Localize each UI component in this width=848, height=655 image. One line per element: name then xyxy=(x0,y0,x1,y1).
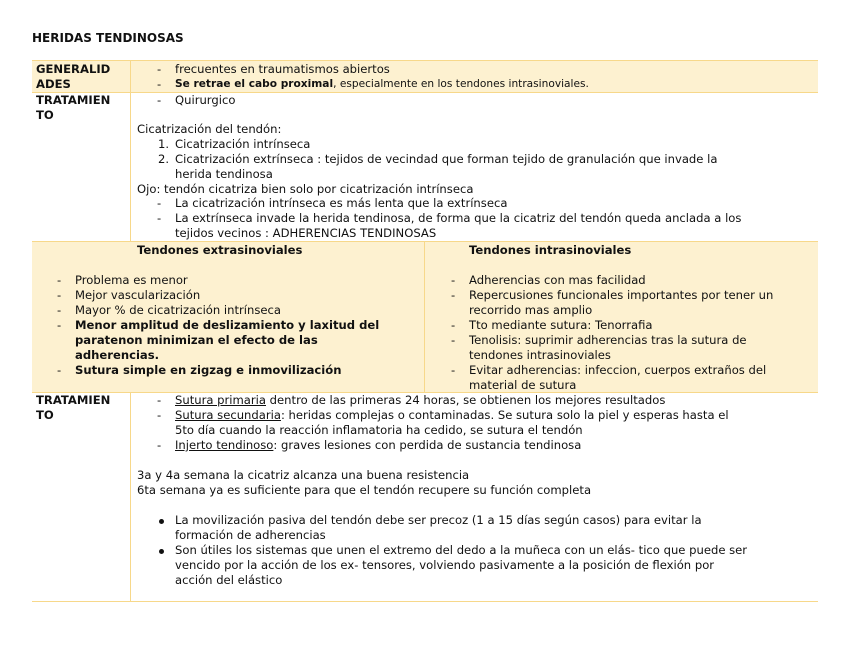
extrasinoviales-item: Menor amplitud de deslizamiento y laxitud del xyxy=(75,318,380,332)
list-number: 1. xyxy=(158,137,170,151)
item-text: : heridas complejas o contaminadas. Se sutura solo la piel y esperas hasta el xyxy=(280,408,729,422)
label-line: TO xyxy=(36,107,54,122)
list-dash: - xyxy=(451,318,456,332)
list-dash: - xyxy=(451,288,456,302)
list-dash: - xyxy=(157,93,162,107)
extrasinoviales-item-cont: paratenon minimizan el efecto de las xyxy=(75,333,318,347)
extrasinoviales-item-cont: adherencias. xyxy=(75,348,160,362)
list-dash: - xyxy=(157,438,162,452)
bullet-dot xyxy=(159,519,164,524)
bullet-dot xyxy=(159,549,164,554)
extrasinoviales-heading: Tendones extrasinoviales xyxy=(137,243,303,257)
sutura-secundaria-item xyxy=(175,408,729,423)
list-dash: - xyxy=(57,288,62,302)
item-text: dentro de las primeras 24 horas, se obtienen los mejores resultados xyxy=(266,393,666,407)
bullet-item: La movilización pasiva del tendón debe ser precoz (1 a 15 días según casos) para evitar la xyxy=(175,513,702,527)
bullet-item-cont: acción del elástico xyxy=(175,573,283,587)
generalidades-item: frecuentes en traumatismos abiertos xyxy=(175,62,390,76)
list-dash: - xyxy=(157,77,162,91)
bullet-item-cont: formación de adherencias xyxy=(175,528,326,542)
intrasinoviales-item-cont: tendones intrasinoviales xyxy=(469,348,611,362)
sutura-primaria-item xyxy=(175,393,665,408)
numbered-item-cont: herida tendinosa xyxy=(175,167,273,181)
page-title: HERIDAS TENDINOSAS xyxy=(32,31,184,45)
list-dash: - xyxy=(57,363,62,377)
tratamiento-item: Quirurgico xyxy=(175,93,236,107)
intrasinoviales-item-cont: material de sutura xyxy=(469,378,577,392)
row-divider xyxy=(32,92,818,93)
bold-text: Se retrae el cabo proximal xyxy=(175,78,334,90)
list-dash: - xyxy=(57,303,62,317)
extrasinoviales-item: Sutura simple en zigzag e inmovilización xyxy=(75,363,342,377)
tratamiento-label xyxy=(36,93,110,122)
extrasinoviales-item: Mayor % de cicatrización intrínseca xyxy=(75,303,282,317)
intrasinoviales-item: Repercusiones funcionales importantes por tener un xyxy=(469,288,774,302)
table-top-border xyxy=(32,60,818,61)
list-dash: - xyxy=(451,363,456,377)
list-dash: - xyxy=(57,318,62,332)
sutura-secundaria-cont: 5to día cuando la reacción inflamatoria ha cedido, se sutura el tendón xyxy=(175,423,583,437)
list-dash: - xyxy=(157,62,162,76)
underlined-term: Sutura secundaria xyxy=(175,408,281,422)
intrasinoviales-heading: Tendones intrasinoviales xyxy=(469,243,632,257)
list-dash: - xyxy=(451,273,456,287)
label-line: TRATAMIEN xyxy=(36,93,111,107)
label-column-divider xyxy=(130,60,131,241)
underlined-term: Injerto tendinoso xyxy=(175,438,274,452)
intrasinoviales-item: Evitar adherencias: infeccion, cuerpos extraños del xyxy=(469,363,767,377)
table-bottom-border xyxy=(32,601,818,602)
label-line: TO xyxy=(36,407,54,422)
ojo-item-cont: tejidos vecinos : ADHERENCIAS TENDINOSAS xyxy=(175,226,437,240)
list-number: 2. xyxy=(158,152,170,166)
intrasinoviales-item: Tenolisis: suprimir adherencias tras la sutura de xyxy=(469,333,747,347)
item-text: : graves lesiones con perdida de sustancia tendinosa xyxy=(273,438,582,452)
row-divider xyxy=(32,241,818,242)
extrasinoviales-item: Mejor vascularización xyxy=(75,288,201,302)
generalidades-label xyxy=(36,62,110,91)
ojo-item: La extrínseca invade la herida tendinosa, de forma que la cicatriz del tendón queda anclada a los xyxy=(175,211,742,225)
numbered-item: Cicatrización intrínseca xyxy=(175,137,311,151)
tendones-column-divider xyxy=(424,241,425,392)
tratamiento-label xyxy=(36,393,110,422)
generalidades-item xyxy=(175,77,589,92)
semana-note: 3a y 4a semana la cicatriz alcanza una buena resistencia xyxy=(137,468,470,482)
intrasinoviales-item: Tto mediante sutura: Tenorrafia xyxy=(469,318,653,332)
list-dash: - xyxy=(451,333,456,347)
list-dash: - xyxy=(157,408,162,422)
injerto-item xyxy=(175,438,581,453)
label-line: GENERALID xyxy=(36,62,111,76)
label-column-divider xyxy=(130,392,131,601)
label-line: TRATAMIEN xyxy=(36,393,111,407)
bullet-item: Son útiles los sistemas que unen el extremo del dedo a la muñeca con un elás- tico que puede ser xyxy=(175,543,748,557)
semana-note: 6ta semana ya es suficiente para que el tendón recupere su función completa xyxy=(137,483,592,497)
cicatrizacion-heading: Cicatrización del tendón: xyxy=(137,122,282,136)
item-text: , especialmente en los tendones intrasinoviales. xyxy=(333,78,589,90)
label-line: ADES xyxy=(36,76,71,91)
numbered-item: Cicatrización extrínseca : tejidos de vecindad que forman tejido de granulación que invade la xyxy=(175,152,718,166)
intrasinoviales-item-cont: recorrido mas amplio xyxy=(469,303,593,317)
ojo-note: Ojo: tendón cicatriza bien solo por cicatrización intrínseca xyxy=(137,182,474,196)
ojo-item: La cicatrización intrínseca es más lenta que la extrínseca xyxy=(175,196,508,210)
list-dash: - xyxy=(157,393,162,407)
list-dash: - xyxy=(57,273,62,287)
extrasinoviales-item: Problema es menor xyxy=(75,273,188,287)
bullet-item-cont: vencido por la acción de los ex- tensores, volviendo pasivamente a la posición de flexión por xyxy=(175,558,715,572)
underlined-term: Sutura primaria xyxy=(175,393,266,407)
list-dash: - xyxy=(157,196,162,210)
intrasinoviales-item: Adherencias con mas facilidad xyxy=(469,273,646,287)
list-dash: - xyxy=(157,211,162,225)
